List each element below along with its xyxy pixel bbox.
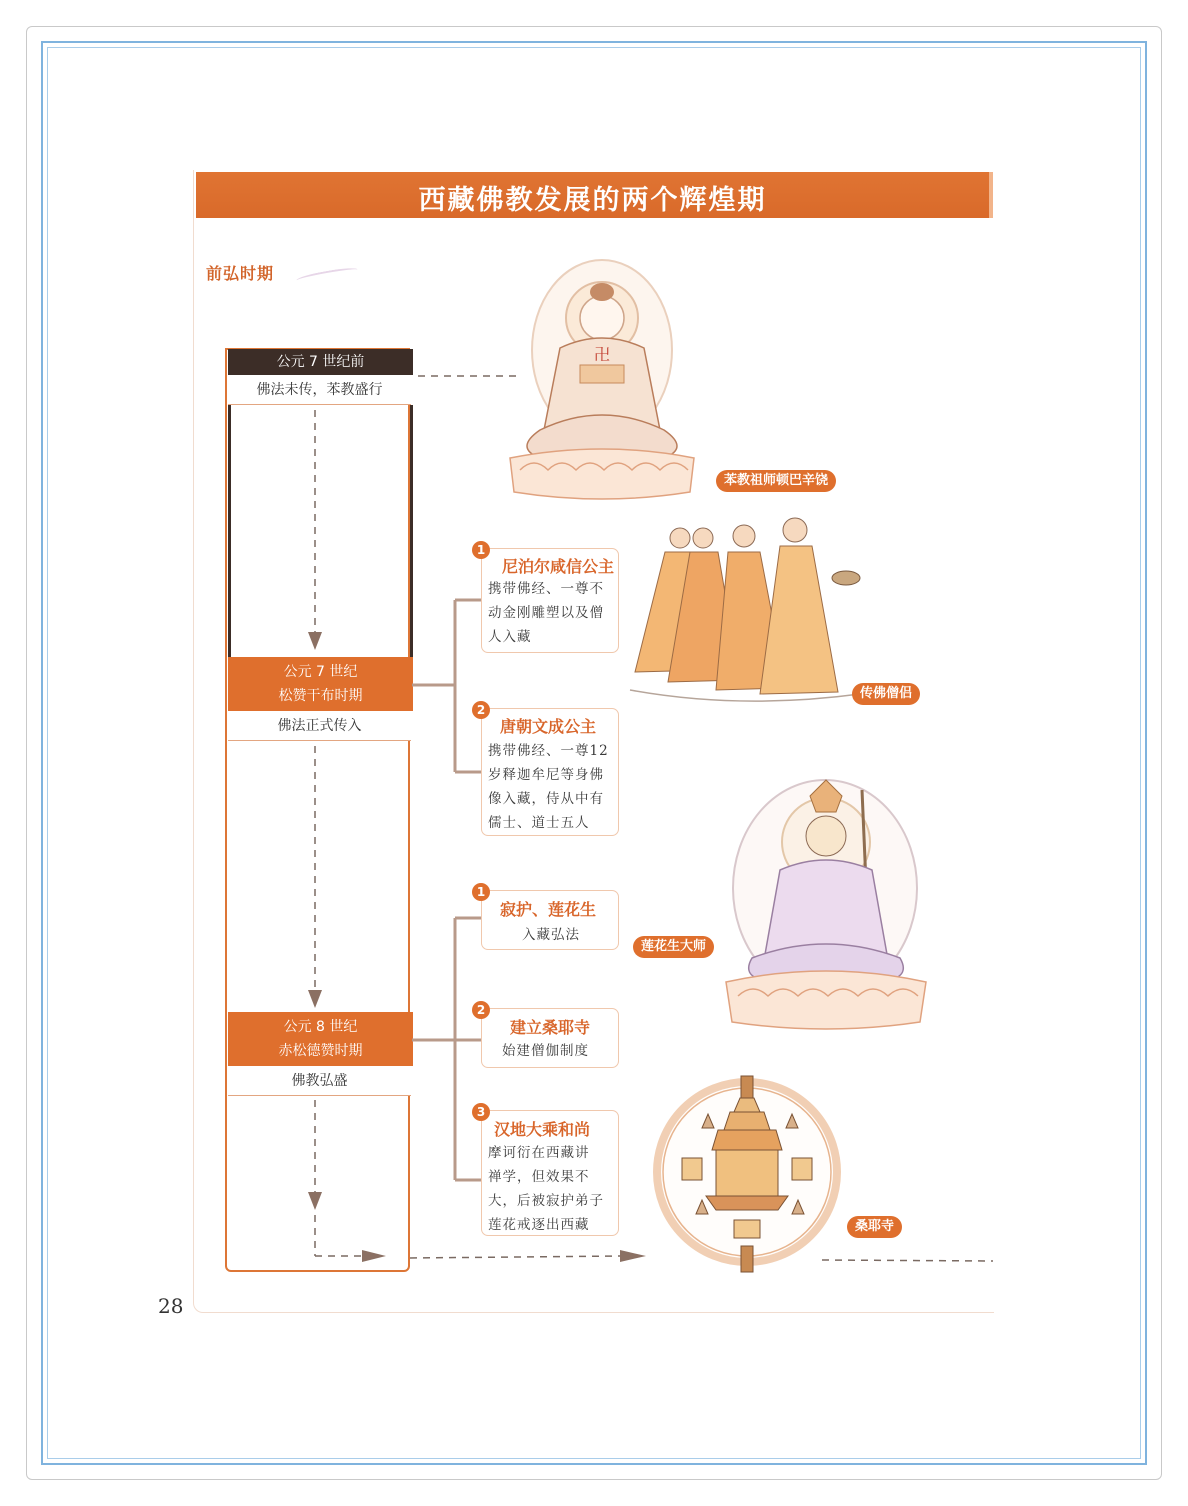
event-line: 儒士、道士五人 — [488, 815, 590, 831]
tag-padmasambhava: 莲花生大师 — [633, 936, 714, 958]
timeline-note-7th: 佛法正式传入 — [228, 711, 411, 741]
page-title: 西藏佛教发展的两个辉煌期 — [418, 185, 767, 216]
event-line: 入藏弘法 — [522, 927, 580, 943]
timeline-heading-8th-line2: 赤松德赞时期 — [278, 1043, 363, 1059]
event-title: 唐朝文成公主 — [500, 717, 597, 736]
event-line: 始建僧伽制度 — [502, 1043, 589, 1059]
padmasambhava-illustration — [726, 780, 926, 1029]
arrow-down-icon — [308, 1192, 322, 1210]
event-title: 寂护、莲花生 — [500, 900, 597, 919]
event-line: 人入藏 — [488, 629, 532, 645]
event-body — [488, 739, 609, 835]
page-number: 28 — [158, 1294, 184, 1318]
event-line: 像入藏，侍从中有 — [488, 791, 604, 807]
event-card-heshang — [481, 1110, 619, 1236]
timeline-heading-pre7: 公元 7 世纪前 — [228, 349, 413, 375]
timeline-heading-7th-line2: 松赞干布时期 — [278, 688, 363, 704]
bottom-dashed-line-3 — [822, 1260, 993, 1261]
event-number-badge: 1 — [472, 883, 490, 901]
event-title: 建立桑耶寺 — [510, 1018, 591, 1037]
event-body — [502, 1039, 589, 1063]
event-card-shantarakshita — [481, 890, 619, 950]
event-line: 莲花戒逐出西藏 — [488, 1217, 590, 1233]
event-number-badge: 2 — [472, 701, 490, 719]
event-line: 禅学，但效果不 — [488, 1169, 590, 1185]
event-card-tang-princess — [481, 708, 619, 836]
event-line: 大，后被寂护弟子 — [488, 1193, 604, 1209]
event-body — [488, 577, 604, 649]
timeline-heading-8th-line1: 公元 8 世纪 — [283, 1019, 358, 1035]
event-number-badge: 3 — [472, 1103, 490, 1121]
arrow-down-icon — [308, 632, 322, 650]
timeline-note-8th: 佛教弘盛 — [228, 1066, 411, 1096]
event-card-nepal-princess — [481, 548, 619, 653]
event-body — [522, 923, 580, 947]
event-line: 摩诃衍在西藏讲 — [488, 1145, 590, 1161]
tag-samye: 桑耶寺 — [847, 1216, 902, 1238]
section-label: 前弘时期 — [206, 264, 275, 283]
event-line: 携带佛经、一尊不 — [488, 581, 604, 597]
tag-monks: 传佛僧侣 — [852, 683, 920, 705]
monks-illustration — [630, 518, 860, 701]
arrow-down-icon — [308, 990, 322, 1008]
tag-bon-founder: 苯教祖师顿巴辛饶 — [716, 470, 836, 492]
event-line: 携带佛经、一尊12 — [488, 743, 609, 759]
swastika-icon: 卍 — [593, 345, 611, 364]
event-number-badge: 2 — [472, 1001, 490, 1019]
timeline-note-pre7: 佛法未传，苯教盛行 — [228, 375, 411, 405]
arrow-right-icon — [362, 1250, 386, 1262]
event-card-samye — [481, 1008, 619, 1068]
bon-founder-illustration — [510, 260, 694, 499]
timeline-heading-7th-line1: 公元 7 世纪 — [283, 664, 358, 680]
event-line: 动金刚雕塑以及僧 — [488, 605, 604, 621]
event-line: 岁释迦牟尼等身佛 — [488, 767, 604, 783]
event-number-badge: 1 — [472, 541, 490, 559]
event-body — [488, 1141, 604, 1237]
event-title: 汉地大乘和尚 — [494, 1120, 591, 1139]
event-title: 尼泊尔咸信公主 — [502, 557, 615, 576]
samye-illustration — [657, 1076, 837, 1272]
bottom-dashed-line-2 — [410, 1256, 620, 1258]
arrow-right-icon — [620, 1250, 646, 1262]
